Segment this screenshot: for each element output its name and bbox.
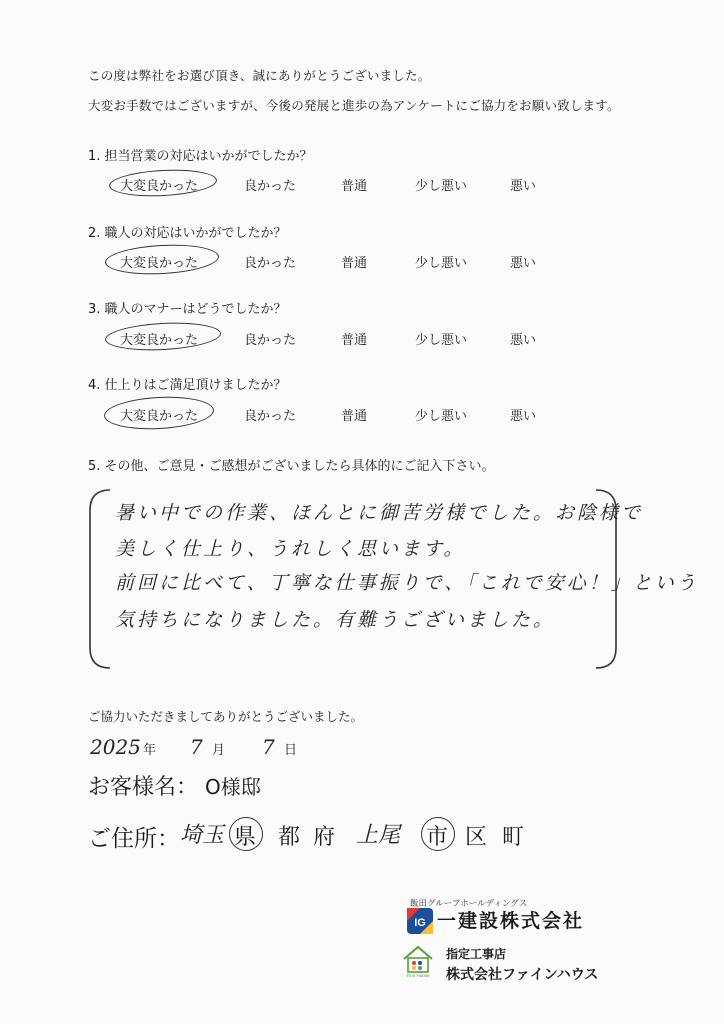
- designated-label: 指定工事店: [446, 947, 507, 961]
- q4-option-good[interactable]: 良かった: [244, 409, 297, 424]
- comment-line-3: 前回に比べて、丁寧な仕事振りで、「これで安心！」という: [115, 572, 699, 594]
- customer-label: お客様名：: [88, 775, 199, 800]
- q2-option-bad[interactable]: 悪い: [510, 256, 537, 271]
- q2-option-slightly-bad[interactable]: 少し悪い: [415, 256, 468, 271]
- address-shi[interactable]: 市: [426, 825, 449, 850]
- house-logo-icon: [400, 942, 436, 978]
- q3-option-average[interactable]: 普通: [341, 333, 368, 348]
- q3-option-slightly-bad[interactable]: 少し悪い: [415, 333, 468, 348]
- customer-row: [88, 770, 261, 801]
- customer-name: O様邸: [205, 775, 261, 799]
- q3-option-very-good[interactable]: 大変良かった: [120, 333, 199, 348]
- q2-option-very-good[interactable]: 大変良かった: [120, 256, 199, 271]
- q2-option-good[interactable]: 良かった: [244, 256, 297, 271]
- date-row: [0, 735, 724, 761]
- svg-text:IG: IG: [414, 917, 426, 929]
- date-month-label: 月: [212, 743, 226, 758]
- address-label: ご住所：: [88, 826, 180, 852]
- intro-line-1: この度は弊社をお選び頂き、誠にありがとうございました。: [88, 68, 431, 83]
- q3-option-good[interactable]: 良かった: [244, 333, 297, 348]
- comment-line-4: 気持ちになりました。有難うございました。: [115, 609, 556, 631]
- group-name: 飯田グループホールディングス: [410, 899, 528, 909]
- address-ku[interactable]: 区: [465, 825, 488, 850]
- q1-option-average[interactable]: 普通: [341, 179, 368, 194]
- date-day-label: 日: [284, 743, 298, 758]
- q4-option-average[interactable]: 普通: [341, 409, 368, 424]
- question-1-title: 1. 担当営業の対応はいかがでしたか？: [88, 149, 313, 164]
- intro-line-2: 大変お手数ではございますが、今後の発展と進歩の為アンケートにご協力をお願い致します。: [88, 98, 620, 113]
- question-3-title: 3. 職人のマナーはどうでしたか？: [88, 302, 287, 317]
- date-year-label: 年: [143, 743, 157, 758]
- ig-logo-icon: [405, 906, 435, 936]
- contractor-name: 株式会社ファインハウス: [446, 967, 599, 983]
- address-machi[interactable]: 町: [502, 825, 525, 850]
- question-4-title: 4. 仕上りはご満足頂けましたか？: [88, 378, 287, 393]
- q3-option-bad[interactable]: 悪い: [510, 333, 537, 348]
- thanks-text: ご協力いただきましてありがとうございました。: [88, 709, 364, 724]
- q4-option-bad[interactable]: 悪い: [510, 409, 537, 424]
- q1-option-good[interactable]: 良かった: [244, 179, 297, 194]
- date-month: 7: [190, 735, 203, 759]
- date-year: 2025: [90, 735, 141, 759]
- question-2-title: 2. 職人の対応はいかがでしたか？: [88, 226, 287, 241]
- q1-option-slightly-bad[interactable]: 少し悪い: [415, 179, 468, 194]
- address-fu[interactable]: 府: [313, 825, 336, 850]
- q4-option-slightly-bad[interactable]: 少し悪い: [415, 409, 468, 424]
- q1-option-very-good[interactable]: 大変良かった: [120, 179, 199, 194]
- comment-line-1: 暑い中での作業、ほんとに御苦労様でした。お陰様で: [115, 502, 644, 524]
- address-city: 上尾: [356, 823, 401, 848]
- svg-text:Fine House: Fine House: [406, 973, 430, 978]
- q4-option-very-good[interactable]: 大変良かった: [120, 409, 199, 424]
- q2-option-average[interactable]: 普通: [341, 256, 368, 271]
- company-name: 一建設株式会社: [437, 910, 585, 932]
- address-to[interactable]: 都: [278, 825, 301, 850]
- q1-option-bad[interactable]: 悪い: [510, 179, 537, 194]
- address-prefecture: 埼玉: [180, 823, 225, 848]
- date-day: 7: [262, 735, 275, 759]
- address-ken[interactable]: 県: [234, 825, 257, 850]
- comment-line-2: 美しく仕上り、うれしく思います。: [115, 538, 466, 560]
- question-5-title: 5. その他、ご意見・ご感想がございましたら具体的にご記入下さい。: [88, 459, 495, 474]
